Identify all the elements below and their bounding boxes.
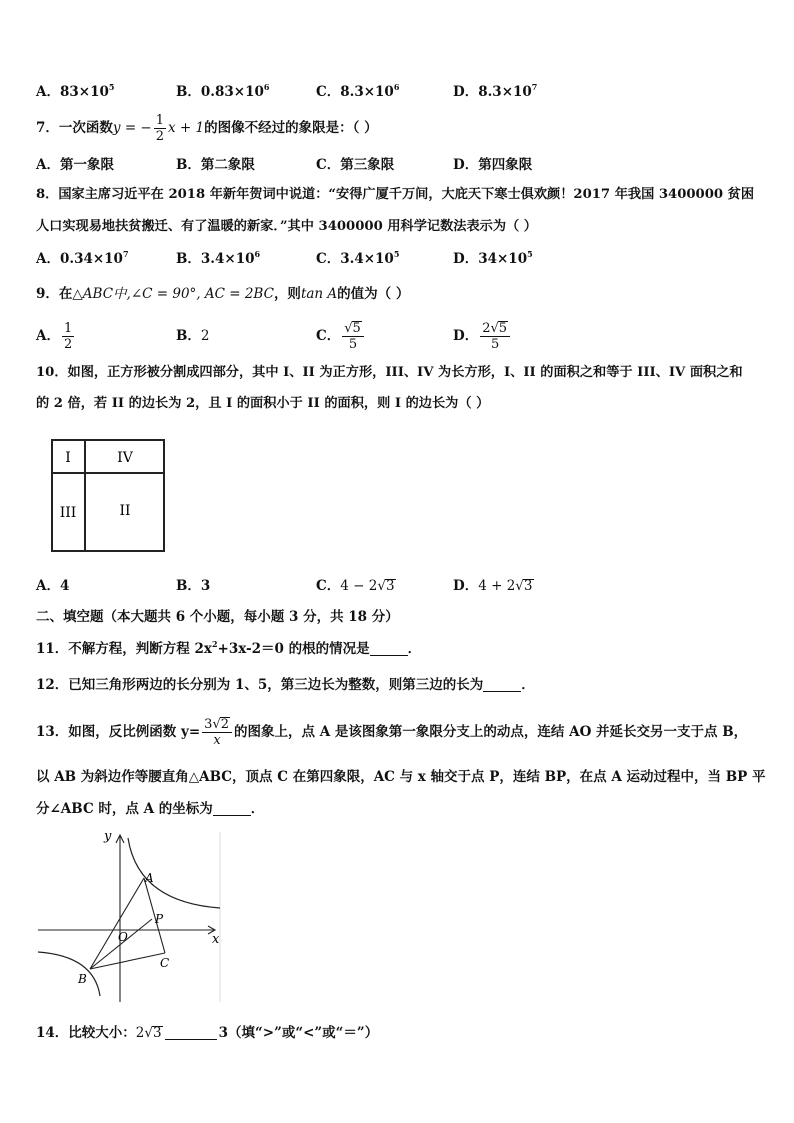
q13-coordinate-figure	[34, 826, 224, 1006]
region-label-ii: II	[119, 503, 131, 519]
q6-option-b[interactable]: B．$0.83\times 10^6$	[176, 82, 270, 100]
axis-label-x: x	[212, 932, 220, 947]
q11-answer-blank[interactable]	[370, 641, 408, 656]
region-label-iv: IV	[117, 450, 133, 466]
q9-option-d[interactable]: D． $\frac{2√5}{5}$	[453, 316, 512, 356]
q10-option-c[interactable]: C．4 − 2√3	[316, 578, 395, 594]
section-fill-in-title: 二、填空题（本大题共 6 个小题，每小题 3 分，共 18 分）	[36, 609, 399, 625]
q7-option-c[interactable]: C．第三象限	[316, 157, 395, 173]
q13-question-line2: 以 AB 为斜边作等腰直角△ABC，顶点 C 在第四象限，AC 与 x 轴交于点 P，连结 BP，在点 A 运动过程中，当 BP 平	[36, 769, 766, 785]
q7-option-a[interactable]: A．第一象限	[36, 157, 114, 173]
q7-question: 7．一次函数y = − $\frac{1}{2}$ x + 1的图像不经过的象限是：（ ）	[36, 113, 378, 144]
point-label-p: P	[155, 912, 164, 926]
q9-option-a[interactable]: A． $\frac{1}{2}$	[36, 321, 73, 352]
q13-question-line1: 13．如图，反比例函数 y= $\frac{3√2}{x}$ 的图象上，点 A 是该图象第一象限分支上的动点，连结 AO 并延长交另一支于点 B，	[36, 717, 748, 748]
q10-square-figure	[50, 438, 168, 554]
q10-option-d[interactable]: D．4 + 2√3	[453, 578, 533, 594]
q6-option-d[interactable]: D．$8.3\times 10^7$	[453, 82, 538, 100]
point-label-b: B	[78, 972, 87, 986]
q11-question: 11．不解方程，判断方程 $2x^2+3x-2=0$ 的根的情况是 ．	[36, 639, 422, 657]
q12-answer-blank[interactable]	[483, 677, 521, 692]
q8-option-d[interactable]: D．$34\times 10^5$	[453, 249, 533, 267]
q7-option-d[interactable]: D．第四象限	[453, 157, 533, 173]
q7-option-b[interactable]: B．第二象限	[176, 157, 255, 173]
q8-option-c[interactable]: C．$3.4\times 10^5$	[316, 249, 400, 267]
q13-question-line3: 分∠ABC 时，点 A 的坐标为 ．	[36, 801, 265, 817]
q8-question-line1: 8．国家主席习近平在 2018 年新年贺词中说道：“安得广厦千万间，大庇天下寒士俱欢颜！2017 年我国 3400000 贫困	[36, 187, 755, 202]
q9-option-c[interactable]: C． $\frac{√5}{5}$	[316, 316, 366, 356]
q8-option-a[interactable]: A．$0.34\times 10^7$	[36, 249, 129, 267]
q13-answer-blank[interactable]	[213, 801, 251, 816]
q10-option-a[interactable]: A．4	[36, 578, 70, 594]
q7-fraction: $\frac{1}{2}$	[155, 113, 165, 144]
q6-option-a[interactable]: A．$83\times 10^5$	[36, 82, 115, 100]
q8-question-line2: 人口实现易地扶贫搬迁、有了温暖的新家．”其中 3400000 用科学记数法表示为（ ）	[36, 219, 537, 234]
q13-function-fraction: $\frac{3√2}{x}$	[202, 717, 232, 748]
point-label-o: O	[118, 930, 128, 944]
q14-answer-blank[interactable]	[165, 1025, 217, 1040]
axis-label-y: y	[104, 829, 112, 844]
q9-question: 9．在△ABC中,∠C = 90°, AC = 2BC，则tan A的值为（ ）	[36, 286, 410, 302]
point-label-c: C	[160, 956, 170, 970]
region-label-i: I	[65, 450, 71, 466]
q8-option-b[interactable]: B．$3.4\times 10^6$	[176, 249, 261, 267]
q10-option-b[interactable]: B．3	[176, 578, 211, 594]
q6-option-c[interactable]: C．$8.3\times 10^6$	[316, 82, 400, 100]
region-label-iii: III	[59, 505, 77, 521]
q10-question-line1: 10．如图，正方形被分割成四部分，其中 I、II 为正方形，III、IV 为长方形，I、II 的面积之和等于 III、IV 面积之和	[36, 365, 743, 380]
q10-question-line2: 的 2 倍，若 II 的边长为 2，且 I 的面积小于 II 的面积，则 I 的边长为（ ）	[36, 396, 490, 411]
point-label-a: A	[145, 871, 154, 885]
q14-question: 14．比较大小：2√3 3（填“>”或“<”或“＝”）	[36, 1025, 379, 1041]
q9-option-b[interactable]: B．2	[176, 328, 210, 344]
q12-question: 12．已知三角形两边的长分别为 1、5，第三边长为整数，则第三边的长为 ．	[36, 677, 535, 693]
